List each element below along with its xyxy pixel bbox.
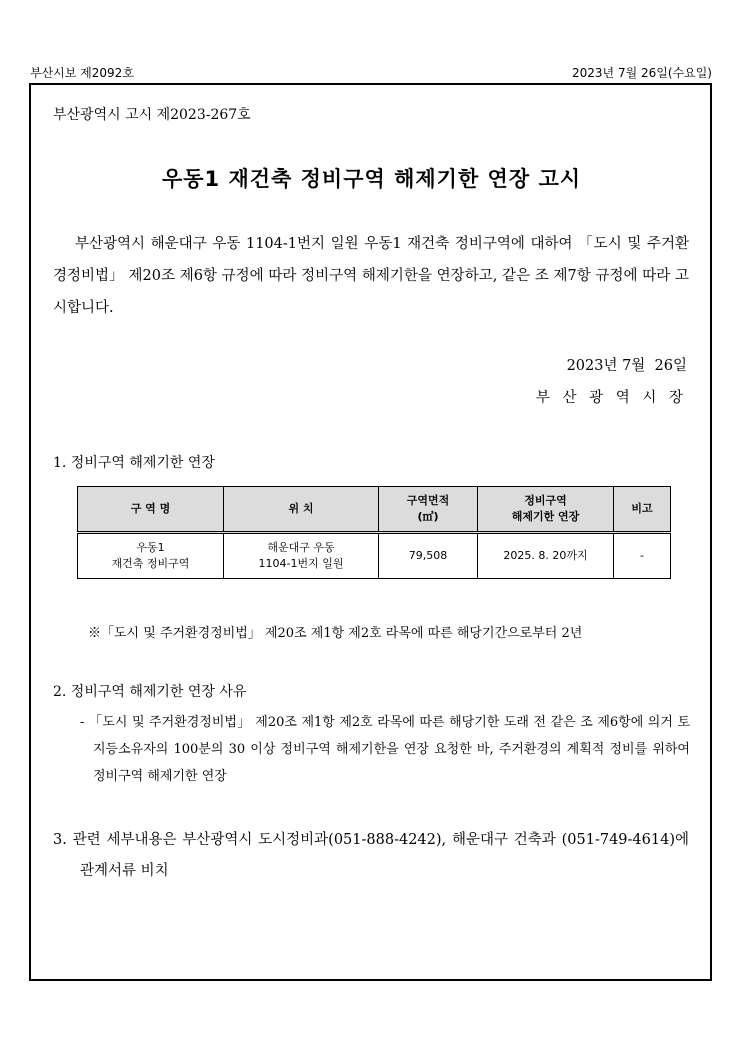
table-row xyxy=(78,533,671,579)
cell-deadline: 2025. 8. 20까지 xyxy=(478,533,614,579)
column-header-location: 위 치 xyxy=(224,487,379,533)
page-title: 우동1 재건축 정비구역 해제기한 연장 고시 xyxy=(161,167,582,191)
section-2-heading: 2. 정비구역 해제기한 연장 사유 xyxy=(53,684,247,700)
gazette-issue-number: 부산시보 제2092호 xyxy=(30,66,134,80)
cell-area-name: 우동1 재건축 정비구역 xyxy=(78,533,224,579)
section-1-heading: 1. 정비구역 해제기한 연장 xyxy=(53,455,215,471)
column-header-area-size: 구역면적 (㎡) xyxy=(379,487,478,533)
notice-body: 부산광역시 해운대구 우동 1104-1번지 일원 우동1 재건축 정비구역에 대하여 「도시 및 주거환경정비법」 제20조 제6항 규정에 따라 정비구역 해제기한을 연장하고, 같은 조 제7항 규정에 따라 고시합니다. xyxy=(53,236,689,316)
table-footnote: ※「도시 및 주거환경정비법」 제20조 제1항 제2호 라목에 따른 해당기간으로부터 2년 xyxy=(88,626,583,641)
column-header-area-name: 구 역 명 xyxy=(78,487,224,533)
table-header-row xyxy=(78,487,671,533)
cell-remarks: - xyxy=(614,533,671,579)
signature-date: 2023년 7월 26일 xyxy=(566,358,687,374)
extension-table xyxy=(77,486,671,579)
section-3-body: 3. 관련 세부내용은 부산광역시 도시정비과(051-888-4242), 해운대구 건축과 (051-749-4614)에 관계서류 비치 xyxy=(53,832,689,879)
cell-location: 해운대구 우동 1104-1번지 일원 xyxy=(224,533,379,579)
column-header-deadline: 정비구역 해제기한 연장 xyxy=(478,487,614,533)
column-header-remarks: 비고 xyxy=(614,487,671,533)
signer: 부 산 광 역 시 장 xyxy=(535,390,687,406)
cell-area-size: 79,508 xyxy=(379,533,478,579)
section-2-body: - 「도시 및 주거환경정비법」 제20조 제1항 제2호 라목에 따른 해당기한 도래 전 같은 조 제6항에 의거 토지등소유자의 100분의 30 이상 정비구역 해제기한을 연장 요청한 바, 주거환경의 계획적 정비를 위하여 정비구역 해제기한 연장 xyxy=(80,715,690,784)
gazette-date: 2023년 7월 26일(수요일) xyxy=(572,66,712,80)
notice-number: 부산광역시 고시 제2023-267호 xyxy=(53,107,251,123)
